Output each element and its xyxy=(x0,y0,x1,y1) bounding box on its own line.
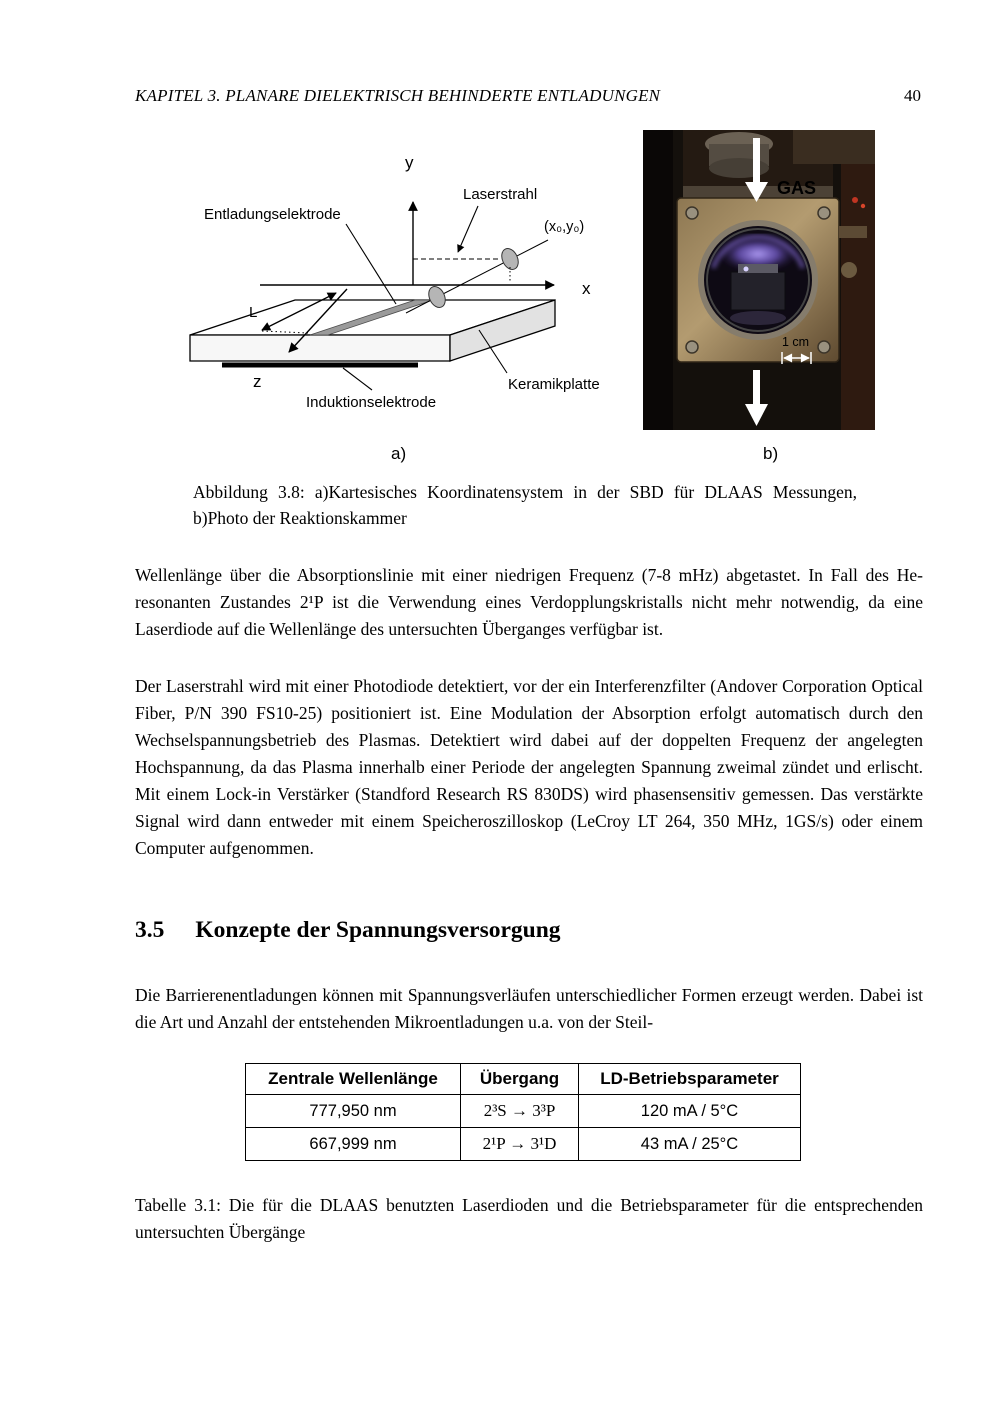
coordinate-system-diagram xyxy=(150,140,630,450)
chamber-window xyxy=(701,223,815,337)
laser-diode-table xyxy=(245,1063,801,1161)
scale-label: 1 cm xyxy=(782,335,810,349)
figure-caption: Abbildung 3.8: a)Kartesisches Koordinatensystem in der SBD für DLAAS Messungen, b)Photo der Reaktionskammer xyxy=(193,482,857,528)
paragraph-2: Der Laserstrahl wird mit einer Photodiode detektiert, vor der ein Interferenzfilter (Andover Corporation Optical Fiber, P/N 390 FS10-25) positioniert ist. Eine Modulation der Absorption erfolgt automatisch durch den Wechselspannungsbetrieb des Plasmas. Detektiert wird dabei auf der doppelten Frequenz der angelegten Hochspannung, da das Plasma innerhalb einer Periode der angelegten Spannung zweimal zündet und erlischt. Mit einem Lock-in Verstärker (Standford Research RS 830DS) wird phasensensitiv gemessen. Das verstärkte Signal wird dann entweder mit einem Speicheroszilloskop (LeCroy LT 264, 350 MHz, 1GS/s) oder einem Computer aufgenommen. xyxy=(135,676,923,858)
table-cell-wavelength: 777,950 nm xyxy=(246,1095,461,1128)
running-head xyxy=(135,86,921,106)
ceramic-plate xyxy=(190,300,555,361)
table-cell-transition: 2¹P → 3¹D xyxy=(461,1128,579,1161)
table-cell-transition: 2³S → 3³P xyxy=(461,1095,579,1128)
table-cell-parameters: 43 mA / 25°C xyxy=(579,1128,801,1161)
chapter-title: KAPITEL 3. PLANARE DIELEKTRISCH BEHINDERTE ENTLADUNGEN xyxy=(135,86,661,105)
table-header-row xyxy=(246,1064,801,1095)
table-header-transition: Übergang xyxy=(461,1064,579,1095)
table-header-wavelength: Zentrale Wellenlänge xyxy=(246,1064,461,1095)
section-title: Konzepte der Spannungsversorgung xyxy=(195,917,561,943)
z-axis-label: z xyxy=(253,372,262,391)
page-number: 40 xyxy=(904,86,921,105)
length-label: L xyxy=(249,304,258,321)
laserstrahl-pointer xyxy=(458,206,478,252)
table-caption: Tabelle 3.1: Die für die DLAAS benutzten Laserdioden und die Betriebsparameter für die entsprechenden untersuchten Übergänge xyxy=(135,1195,923,1242)
gas-label: GAS xyxy=(777,178,817,198)
beam-coordinates-label: (x₀,y₀) xyxy=(544,219,585,235)
figure-sublabel-a: a) xyxy=(391,444,407,463)
paragraph-3: Die Barrierenentladungen können mit Spannungsverläufen unterschiedlicher Formen erzeugt werden. Dabei ist die Art und Anzahl der entstehenden Mikroentladungen u.a. von der Steil- xyxy=(135,985,923,1032)
photo-left-band xyxy=(643,130,673,430)
y-axis-label: y xyxy=(405,153,414,172)
reaction-chamber-photo xyxy=(643,130,875,430)
paragraph-1: Wellenlänge über die Absorptionslinie mit einer niedrigen Frequenz (7-8 mHz) abgetastet. In Fall des He-resonanten Zustandes 2¹P ist die Verwendung eines Verdopplungskristalls nicht mehr notwendig, da eine Laserdiode auf die Wellenlänge des untersuchten Überganges verfügbar ist. xyxy=(135,565,923,639)
keramikplatte-label: Keramikplatte xyxy=(508,376,600,393)
x-axis-label: x xyxy=(582,279,591,298)
entladungselektrode-label: Entladungselektrode xyxy=(204,206,341,223)
section-number: 3.5 xyxy=(135,917,165,943)
photo-right-band xyxy=(841,130,875,430)
table-cell-wavelength: 667,999 nm xyxy=(246,1128,461,1161)
figure-sublabel-b: b) xyxy=(763,444,779,463)
laserstrahl-label: Laserstrahl xyxy=(463,186,538,203)
table-row xyxy=(246,1128,801,1161)
induktionselektrode-label: Induktionselektrode xyxy=(306,394,437,411)
table-header-parameters: LD-Betriebsparameter xyxy=(579,1064,801,1095)
section-heading xyxy=(135,917,561,944)
table-cell-parameters: 120 mA / 5°C xyxy=(579,1095,801,1128)
table-row xyxy=(246,1095,801,1128)
induktionselektrode-pointer xyxy=(343,368,372,390)
entladungselektrode-pointer xyxy=(346,224,396,304)
